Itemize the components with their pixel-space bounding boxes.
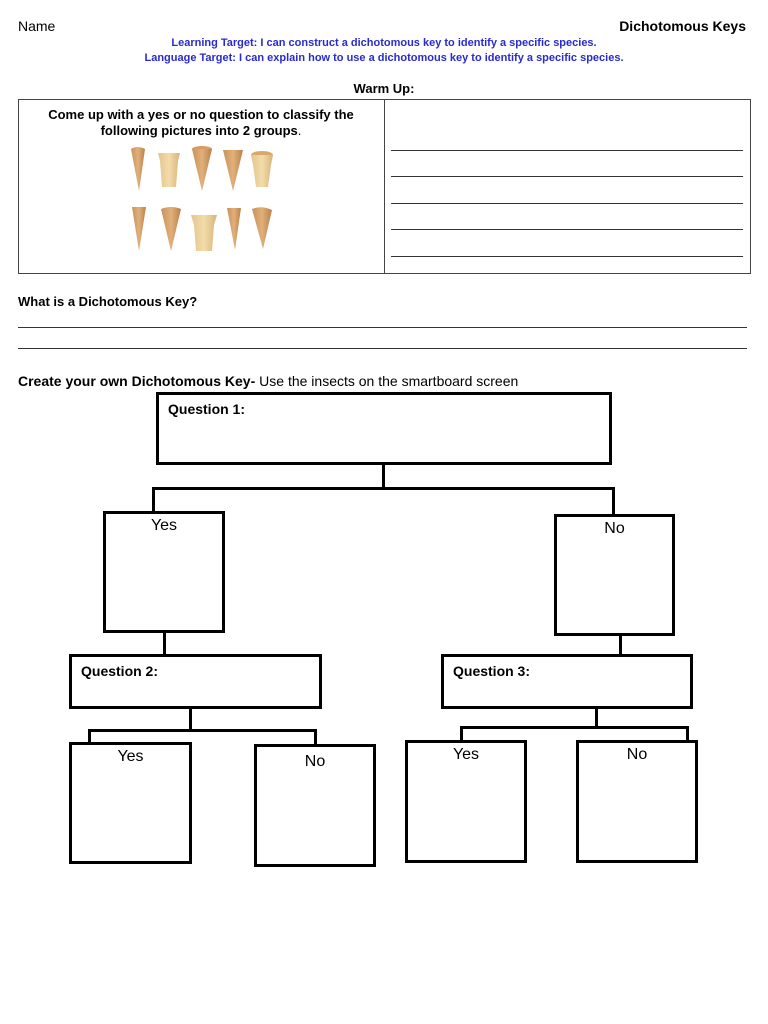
connector-q1-no	[612, 487, 615, 516]
document-title: Dichotomous Keys	[619, 18, 746, 34]
q1-yes-label: Yes	[150, 517, 178, 534]
connector-q3-branch	[460, 726, 689, 729]
warmup-answer-line-1[interactable]	[391, 150, 743, 151]
connector-q1-yes	[152, 487, 155, 513]
warmup-prompt-period: .	[297, 123, 302, 138]
question-2-box[interactable]	[69, 654, 322, 709]
q2-no-box[interactable]	[254, 744, 376, 867]
q3-no-box[interactable]	[576, 740, 698, 863]
q3-yes-box[interactable]	[405, 740, 527, 863]
definition-heading: What is a Dichotomous Key?	[18, 294, 198, 309]
cone-1-4	[223, 150, 243, 191]
create-heading	[18, 373, 518, 389]
question-1-box[interactable]	[156, 392, 612, 465]
warmup-answer-line-2[interactable]	[391, 176, 743, 177]
q3-yes-label: Yes	[452, 746, 480, 763]
connector-yes-to-q2	[163, 632, 166, 656]
warmup-prompt	[26, 107, 376, 139]
q1-no-box[interactable]	[554, 514, 675, 636]
cone-2-5	[252, 207, 272, 249]
question-1-label: Question 1:	[168, 401, 246, 417]
learning-target: Learning Target: I can construct a dichotomous key to identify a specific species.	[171, 37, 597, 49]
cone-1-1	[131, 147, 145, 191]
definition-answer-line-1[interactable]	[18, 327, 747, 328]
language-target: Language Target: I can explain how to use a dichotomous key to identify a specific species.	[144, 52, 624, 64]
name-label: Name	[18, 18, 56, 34]
q3-no-label: No	[626, 746, 648, 763]
definition-answer-line-2[interactable]	[18, 348, 747, 349]
connector-no-to-q3	[619, 635, 622, 656]
warmup-heading: Warm Up:	[353, 81, 415, 96]
connector-q1-branch	[152, 487, 615, 490]
q1-yes-box[interactable]	[103, 511, 225, 633]
create-heading-instructions: Use the insects on the smartboard screen	[255, 373, 519, 389]
question-3-box[interactable]	[441, 654, 693, 709]
warmup-prompt-text: Come up with a yes or no question to classify the following pictures into 2 groups	[48, 107, 354, 138]
warmup-answer-line-4[interactable]	[391, 229, 743, 230]
cone-2-2	[161, 207, 181, 251]
cone-1-2	[158, 153, 180, 187]
connector-q2-branch	[88, 729, 317, 732]
cone-1-3	[192, 146, 212, 191]
cone-2-3	[191, 215, 217, 251]
q1-no-label: No	[604, 520, 625, 537]
warmup-answer-line-5[interactable]	[391, 256, 743, 257]
q2-yes-label: Yes	[117, 748, 144, 765]
cone-2-1	[132, 207, 146, 251]
q2-no-label: No	[304, 753, 326, 770]
warmup-answer-line-3[interactable]	[391, 203, 743, 204]
question-3-label: Question 3:	[453, 663, 531, 679]
cone-1-5	[251, 151, 273, 187]
cone-2-4	[227, 208, 241, 250]
q2-yes-box[interactable]	[69, 742, 192, 864]
question-2-label: Question 2:	[81, 663, 159, 679]
create-heading-bold: Create your own Dichotomous Key-	[18, 373, 256, 389]
ice-cream-cones-image	[125, 143, 285, 258]
warmup-divider	[384, 99, 385, 274]
